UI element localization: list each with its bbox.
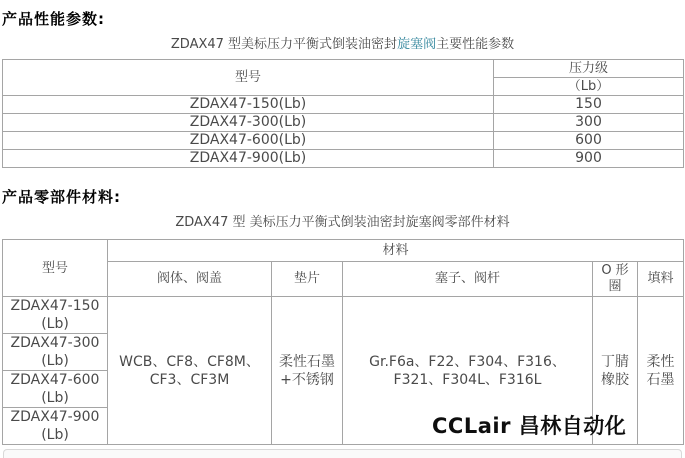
model-column-header: 型号 bbox=[3, 240, 108, 297]
gasket-header: 垫片 bbox=[272, 262, 343, 297]
next-section-edge bbox=[3, 449, 682, 458]
pressure-unit-header: （Lb） bbox=[494, 78, 684, 96]
table-row bbox=[3, 96, 684, 114]
plug-valve-link[interactable]: 旋塞阀 bbox=[397, 37, 437, 52]
table-row bbox=[3, 150, 684, 168]
caption-text-suffix: 主要性能参数 bbox=[436, 37, 515, 52]
gasket-material-cell: 柔性石墨+不锈钢 bbox=[272, 297, 343, 445]
header-row bbox=[3, 60, 684, 78]
header-row bbox=[3, 240, 684, 262]
section1-caption bbox=[0, 37, 685, 53]
model-cell bbox=[3, 334, 108, 371]
table-row bbox=[3, 297, 684, 334]
model-name: ZDAX47-300 bbox=[10, 335, 100, 351]
watermark: CCLair 昌林自动化 bbox=[432, 414, 627, 438]
pressure-cell: 300 bbox=[494, 114, 684, 132]
model-name: ZDAX47-600 bbox=[10, 372, 100, 388]
section1-heading: 产品性能参数: bbox=[2, 10, 105, 28]
material-group-header: 材料 bbox=[108, 240, 684, 262]
model-column-header: 型号 bbox=[3, 60, 494, 96]
model-cell bbox=[3, 408, 108, 445]
pressure-cell: 900 bbox=[494, 150, 684, 168]
model-cell: ZDAX47-300(Lb) bbox=[3, 114, 494, 132]
model-unit: (Lb) bbox=[41, 353, 69, 369]
pressure-cell: 600 bbox=[494, 132, 684, 150]
pressure-cell: 150 bbox=[494, 96, 684, 114]
model-name: ZDAX47-900 bbox=[10, 409, 100, 425]
plug-stem-material-cell: Gr.F6a、F22、F304、F316、F321、F304L、F316L bbox=[343, 297, 593, 445]
model-cell bbox=[3, 297, 108, 334]
model-cell bbox=[3, 371, 108, 408]
plug-stem-header: 塞子、阀杆 bbox=[343, 262, 593, 297]
pressure-class-header: 压力级 bbox=[494, 60, 684, 78]
model-cell: ZDAX47-900(Lb) bbox=[3, 150, 494, 168]
performance-table bbox=[2, 59, 684, 168]
section2-heading: 产品零部件材料: bbox=[2, 188, 121, 206]
o-ring-header: O 形圈 bbox=[593, 262, 638, 297]
table-row bbox=[3, 114, 684, 132]
model-cell: ZDAX47-150(Lb) bbox=[3, 96, 494, 114]
model-cell: ZDAX47-600(Lb) bbox=[3, 132, 494, 150]
model-unit: (Lb) bbox=[41, 390, 69, 406]
packing-header: 填料 bbox=[638, 262, 684, 297]
body-bonnet-material-cell: WCB、CF8、CF8M、CF3、CF3M bbox=[108, 297, 272, 445]
model-unit: (Lb) bbox=[41, 316, 69, 332]
body-bonnet-header: 阀体、阀盖 bbox=[108, 262, 272, 297]
caption-text-prefix: ZDAX47 型美标压力平衡式倒装油密封 bbox=[170, 37, 398, 52]
model-unit: (Lb) bbox=[41, 427, 69, 443]
o-ring-material-cell: 丁腈橡胶 bbox=[593, 297, 638, 445]
packing-material-cell: 柔性石墨 bbox=[638, 297, 684, 445]
section2-caption: ZDAX47 型 美标压力平衡式倒装油密封旋塞阀零部件材料 bbox=[175, 215, 510, 230]
model-name: ZDAX47-150 bbox=[10, 298, 100, 314]
table-row bbox=[3, 132, 684, 150]
